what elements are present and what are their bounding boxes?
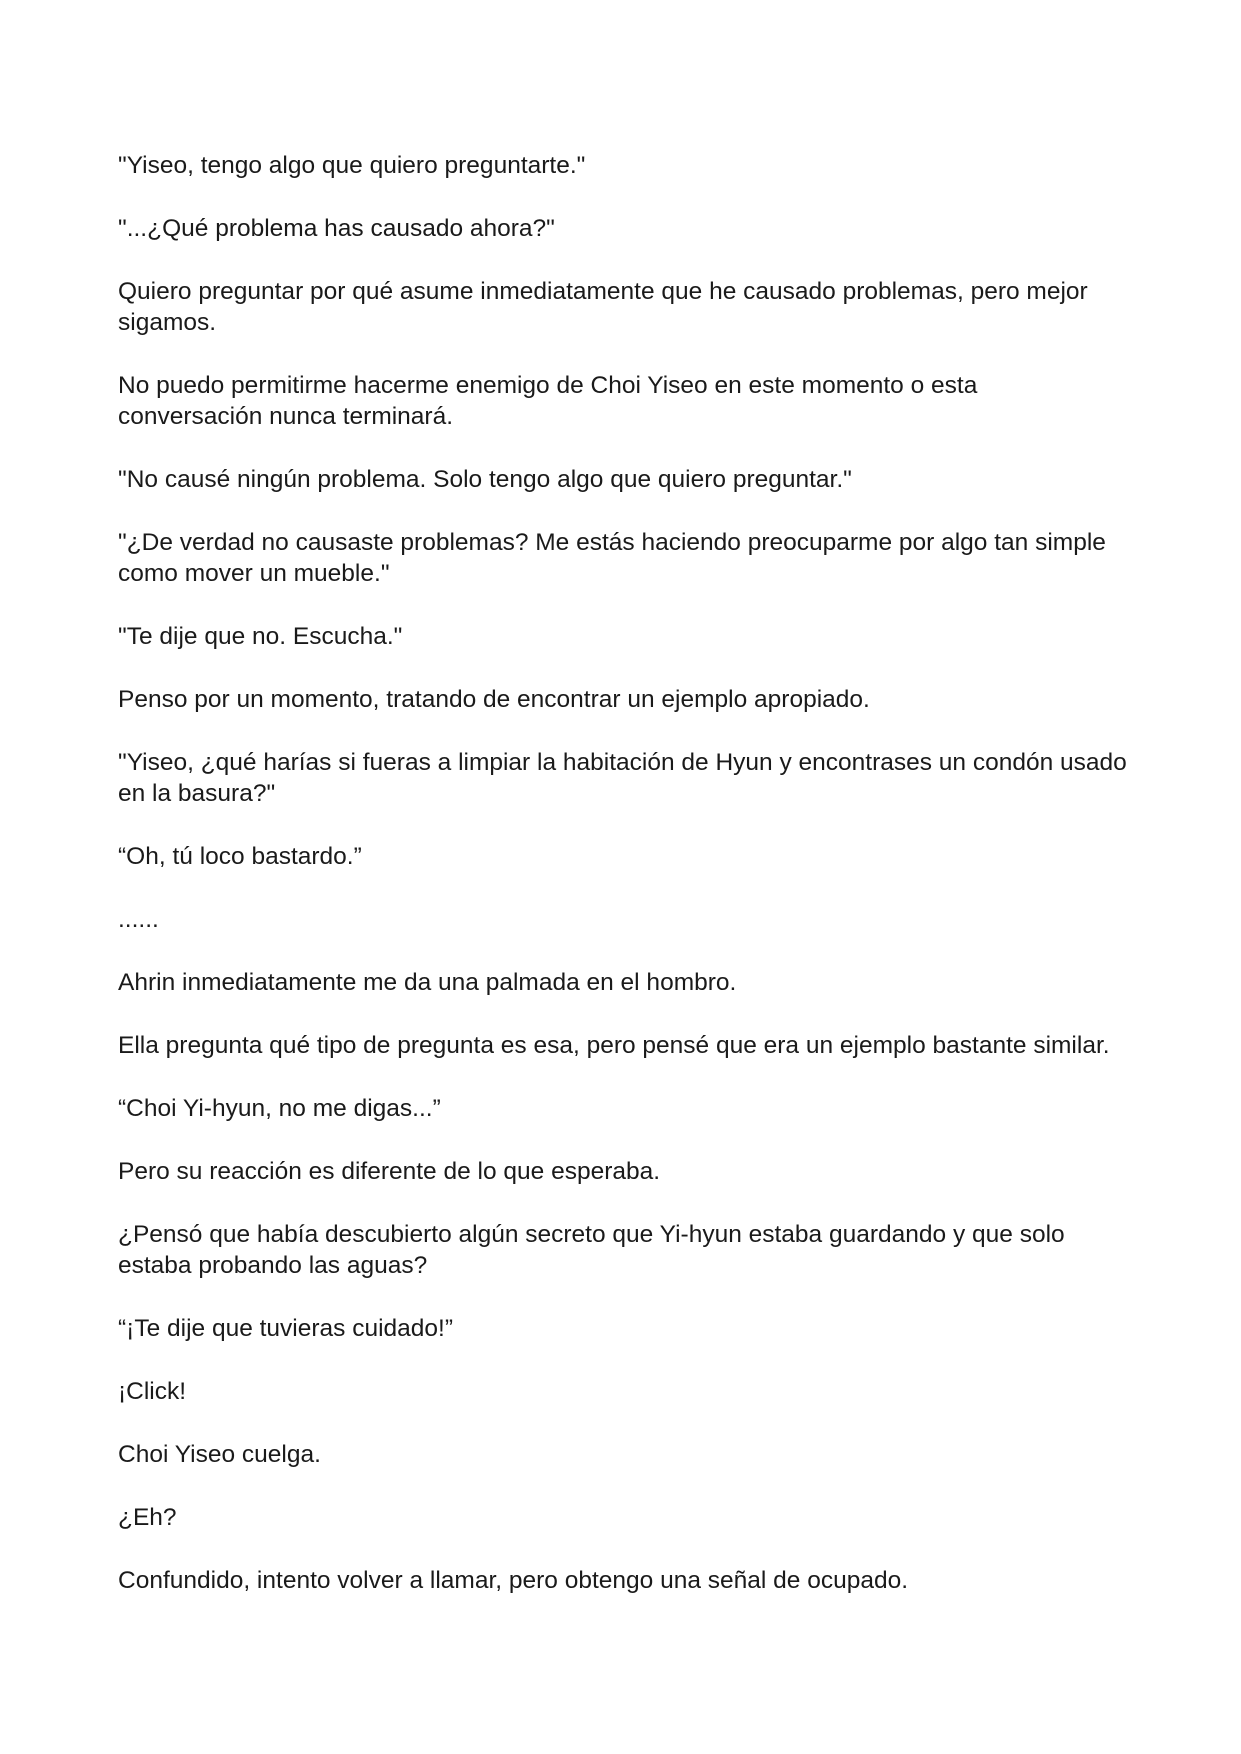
paragraph-14: “Choi Yi-hyun, no me digas...” <box>118 1095 441 1122</box>
paragraph-20: ¿Eh? <box>118 1504 177 1531</box>
paragraph-15: Pero su reacción es diferente de lo que esperaba. <box>118 1158 661 1185</box>
paragraph-13: Ella pregunta qué tipo de pregunta es esa, pero pensé que era un ejemplo bastante similar. <box>118 1032 1110 1059</box>
paragraph-18: ¡Click! <box>118 1378 187 1405</box>
paragraph-12: Ahrin inmediatamente me da una palmada en el hombro. <box>118 969 737 996</box>
paragraph-10: “Oh, tú loco bastardo.” <box>118 843 362 870</box>
paragraph-5: "No causé ningún problema. Solo tengo algo que quiero preguntar." <box>118 466 852 493</box>
paragraph-6: "¿De verdad no causaste problemas? Me estás haciendo preocuparme por algo tan simple como mover un mueble." <box>118 529 1106 587</box>
paragraph-21: Confundido, intento volver a llamar, pero obtengo una señal de ocupado. <box>118 1567 909 1594</box>
paragraph-7: "Te dije que no. Escucha." <box>118 623 403 650</box>
paragraph-3: Quiero preguntar por qué asume inmediatamente que he causado problemas, pero mejor sigamos. <box>118 278 1088 336</box>
paragraph-16: ¿Pensó que había descubierto algún secreto que Yi-hyun estaba guardando y que solo estaba probando las aguas? <box>118 1221 1065 1279</box>
paragraph-4: No puedo permitirme hacerme enemigo de Choi Yiseo en este momento o esta conversación nunca terminará. <box>118 372 978 430</box>
paragraph-9: "Yiseo, ¿qué harías si fueras a limpiar la habitación de Hyun y encontrases un condón usado en la basura?" <box>118 749 1127 807</box>
paragraph-2: "...¿Qué problema has causado ahora?" <box>118 215 555 242</box>
paragraph-8: Penso por un momento, tratando de encontrar un ejemplo apropiado. <box>118 686 870 713</box>
paragraph-1: "Yiseo, tengo algo que quiero preguntarte." <box>118 152 586 179</box>
document-body <box>118 150 1128 1628</box>
paragraph-17: “¡Te dije que tuvieras cuidado!” <box>118 1315 454 1342</box>
paragraph-19: Choi Yiseo cuelga. <box>118 1441 321 1468</box>
paragraph-11: ...... <box>118 906 159 933</box>
